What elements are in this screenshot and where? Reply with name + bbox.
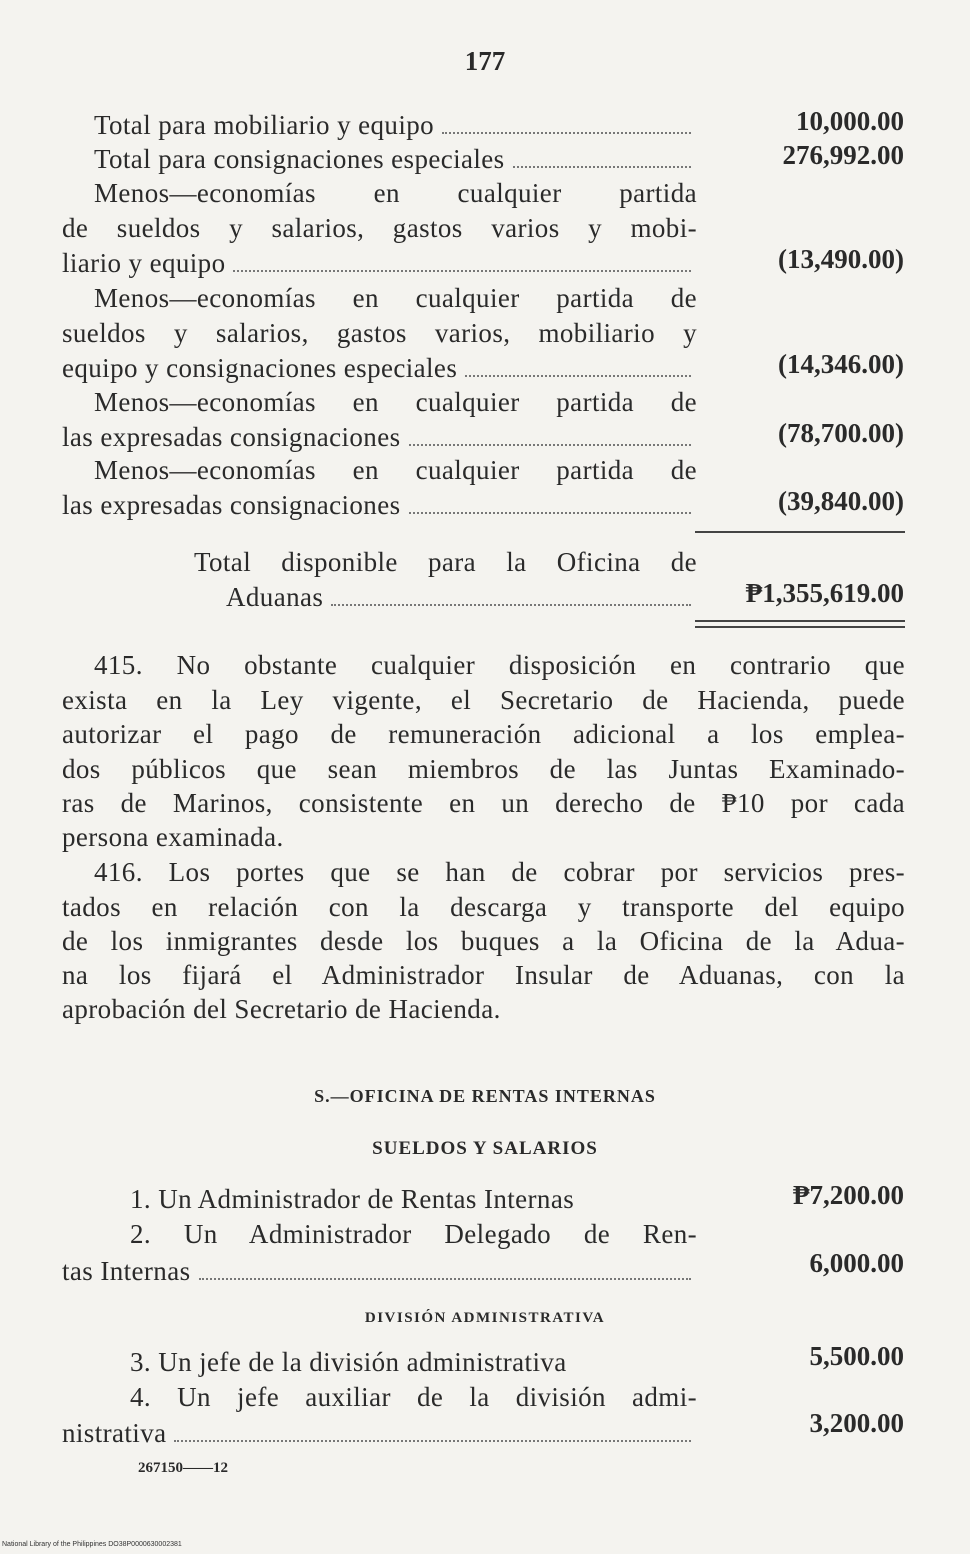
salary-line: 1. Un Administrador de Rentas Internas [130, 1184, 575, 1214]
salary-line: 2. Un Administrador Delegado de Ren- [130, 1219, 697, 1249]
paragraph-line: 415. No obstante cualquier disposición en contrario que [94, 650, 905, 680]
division-amount: 3,200.00 [809, 1408, 904, 1438]
division-subheading: DIVISIÓN ADMINISTRATIVA [364, 1310, 606, 1326]
budget-line: liario y equipo [62, 246, 697, 280]
total-double-rule-bottom [695, 626, 905, 628]
paragraph-line: de los inmigrantes desde los buques a la Oficina de la Adua- [62, 926, 905, 956]
budget-line: las expresadas consignaciones [62, 488, 697, 522]
division-line: 3. Un jefe de la división administrativa [130, 1347, 567, 1377]
paragraph-line: tados en relación con la descarga y transporte del equipo [62, 892, 905, 922]
page-number: 177 [464, 46, 506, 76]
division-line: nistrativa [62, 1416, 697, 1450]
total-amount: ₱1,355,619.00 [745, 578, 904, 608]
division-line: 4. Un jefe auxiliar de la división admi- [130, 1382, 697, 1412]
budget-amount: (39,840.00) [778, 486, 904, 516]
budget-line: Total para consignaciones especiales [94, 142, 697, 176]
salaries-subheading: SUELDOS Y SALARIOS [372, 1138, 598, 1159]
salary-amount: ₱7,200.00 [793, 1180, 904, 1210]
division-amount: 5,500.00 [809, 1341, 904, 1371]
paragraph-line: exista en la Ley vigente, el Secretario de Hacienda, puede [62, 685, 905, 715]
paragraph-line: ras de Marinos, consistente en un derecho de ₱10 por cada [62, 788, 905, 818]
paragraph-line: persona examinada. [62, 822, 284, 852]
budget-amount: (78,700.00) [778, 418, 904, 448]
paragraph-line: 416. Los portes que se han de cobrar por servicios pres- [94, 857, 905, 887]
budget-line: sueldos y salarios, gastos varios, mobiliario y [62, 318, 697, 348]
budget-amount: 276,992.00 [782, 140, 904, 170]
budget-line: las expresadas consignaciones [62, 420, 697, 454]
budget-line: Menos—economías en cualquier partida de [94, 455, 697, 485]
paragraph-line: dos públicos que sean miembros de las Juntas Examinado- [62, 754, 905, 784]
printer-code: 267150——12 [138, 1460, 228, 1476]
paragraph-line: na los fijará el Administrador Insular de Aduanas, con la [62, 960, 905, 990]
budget-line: Menos—economías en cualquier partida de [94, 283, 697, 313]
budget-amount: 10,000.00 [796, 106, 904, 136]
scan-attribution: National Library of the Philippines DO38P0000630002381 [2, 1541, 182, 1548]
salary-line: tas Internas [62, 1254, 697, 1288]
total-line: Aduanas [226, 580, 697, 614]
budget-line: equipo y consignaciones especiales [62, 351, 697, 385]
budget-amount: (14,346.00) [778, 349, 904, 379]
total-double-rule-top [695, 620, 905, 622]
total-line: Total disponible para la Oficina de [194, 547, 697, 577]
budget-line: Menos—economías en cualquier partida [94, 178, 697, 208]
budget-line: de sueldos y salarios, gastos varios y mobi- [62, 213, 697, 243]
paragraph-line: aprobación del Secretario de Hacienda. [62, 994, 501, 1024]
budget-amount: (13,490.00) [778, 244, 904, 274]
section-heading: S.—OFICINA DE RENTAS INTERNAS [314, 1086, 656, 1106]
paragraph-line: autorizar el pago de remuneración adicional a los emplea- [62, 719, 905, 749]
salary-amount: 6,000.00 [809, 1248, 904, 1278]
budget-line: Total para mobiliario y equipo [94, 108, 697, 142]
subtotal-rule [695, 531, 905, 533]
budget-line: Menos—economías en cualquier partida de [94, 387, 697, 417]
